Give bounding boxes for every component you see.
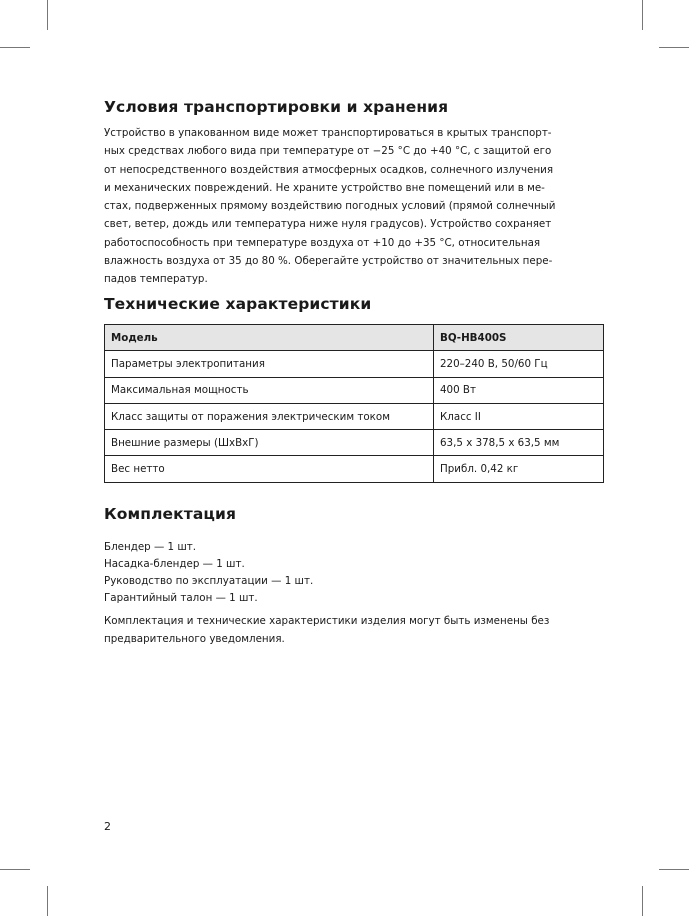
text-line: падов температур. — [104, 273, 208, 286]
transport-heading: Условия транспортировки и хранения — [104, 98, 449, 116]
package-heading: Комплектация — [104, 505, 237, 523]
list-item: Гарантийный талон — 1 шт. — [104, 592, 258, 604]
spec-label: Внешние размеры (ШхВхГ) — [105, 430, 434, 456]
crop-mark — [642, 0, 643, 30]
list-item: Блендер — 1 шт. — [104, 541, 197, 553]
table-row — [105, 403, 604, 429]
crop-mark — [642, 886, 643, 916]
specs-heading: Технические характеристики — [104, 295, 372, 313]
crop-mark — [0, 47, 30, 48]
spec-label: Модель — [105, 325, 434, 351]
table-row — [105, 456, 604, 482]
list-item: Руководство по эксплуатации — 1 шт. — [104, 575, 314, 587]
text-line: Устройство в упакованном виде может транспортироваться в крытых транспорт- — [104, 127, 552, 139]
table-row — [105, 325, 604, 351]
text-line: и механических повреждений. Не храните устройство вне помещений или в ме- — [104, 181, 545, 194]
text-line: стах, подверженных прямому воздействию погодных условий (прямой солнечный — [104, 200, 556, 213]
spec-value: 63,5 x 378,5 x 63,5 мм — [434, 430, 604, 456]
crop-mark — [659, 869, 689, 870]
package-list — [104, 539, 604, 607]
text-line: работоспособность при температуре воздуха от +10 до +35 °C, относительная — [104, 236, 541, 249]
crop-mark — [0, 869, 30, 870]
list-item: Насадка-блендер — 1 шт. — [104, 558, 245, 570]
spec-value: 400 Вт — [434, 377, 604, 403]
text-line: ных средствах любого вида при температуре от −25 °C до +40 °C, с защитой его — [104, 145, 552, 158]
spec-value: Класс II — [434, 403, 604, 429]
text-line: предварительного уведомления. — [104, 633, 285, 646]
spec-value: Прибл. 0,42 кг — [434, 456, 604, 482]
text-line: свет, ветер, дождь или температура ниже нуля градусов). Устройство сохраняет — [104, 218, 552, 231]
text-line: от непосредственного воздействия атмосферных осадков, солнечного излучения — [104, 163, 554, 176]
spec-label: Параметры электропитания — [105, 351, 434, 377]
text-line: влажность воздуха от 35 до 80 %. Оберегайте устройство от значительных пере- — [104, 255, 553, 268]
spec-value: 220–240 В, 50/60 Гц — [434, 351, 604, 377]
package-note — [104, 612, 604, 649]
table-row — [105, 377, 604, 403]
crop-mark — [47, 886, 48, 916]
spec-label: Вес нетто — [105, 456, 434, 482]
table-row — [105, 430, 604, 456]
spec-label: Максимальная мощность — [105, 377, 434, 403]
table-row — [105, 351, 604, 377]
spec-value: BQ-HB400S — [434, 325, 604, 351]
text-line: Комплектация и технические характеристики изделия могут быть изменены без — [104, 615, 550, 627]
page-number: 2 — [104, 820, 111, 833]
crop-mark — [659, 47, 689, 48]
crop-mark — [47, 0, 48, 30]
specs-table — [104, 324, 604, 483]
spec-label: Класс защиты от поражения электрическим током — [105, 403, 434, 429]
transport-paragraph — [104, 124, 604, 289]
